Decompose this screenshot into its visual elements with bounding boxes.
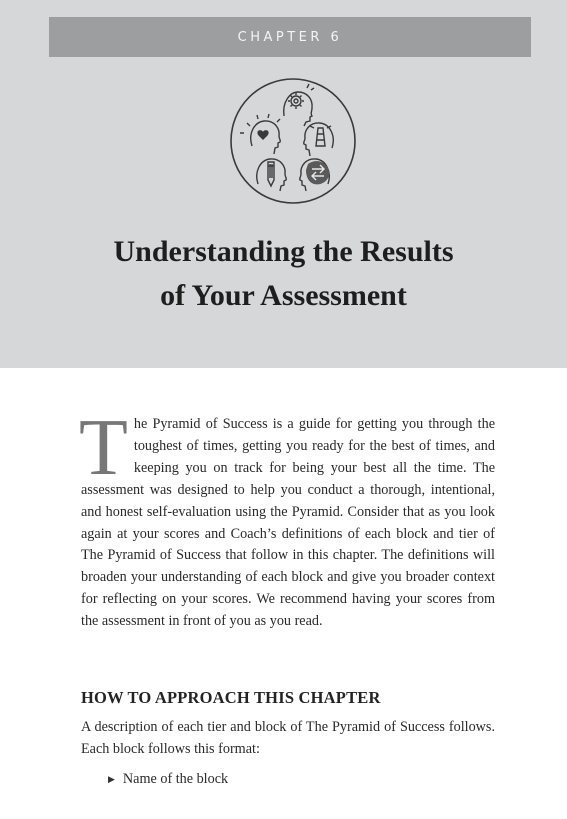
list-item: [108, 771, 228, 788]
chapter-label: CHAPTER 6: [237, 29, 343, 45]
triangle-right-icon: ▶: [108, 774, 115, 784]
chapter-title-line-2: of Your Assessment: [160, 279, 407, 312]
chapter-title: [0, 230, 567, 318]
dropcap-letter: T: [79, 404, 128, 492]
intro-text: he Pyramid of Success is a guide for getting you through the toughest of times, getting you ready for the best of times, and keeping you on track for being your best all the time. The assessment was designed to help you conduct a thorough, intentional, and honest self-evaluation using the Pyramid. Consider that as you look again at your scores and Coach’s definitions of each block and tier of The Pyramid of Success that follow in this chapter. The definitions will broaden your understanding of each block and give you broader context for reflecting on your scores. We recommend having your scores from the assessment in front of you as you read.: [81, 416, 495, 630]
pencil-head-icon: [257, 159, 287, 191]
chapter-title-line-1: Understanding the Results: [113, 235, 454, 268]
chapter-emblem-icon: [228, 76, 358, 206]
section-paragraph: A description of each tier and block of The Pyramid of Success follows. Each block follows this format:: [81, 719, 495, 757]
gear-head-icon: [284, 84, 314, 126]
lighthouse-head-icon: [304, 123, 334, 156]
chapter-header-band: [0, 0, 567, 368]
intro-paragraph: [79, 404, 495, 633]
arrows-head-icon: [300, 159, 330, 191]
list-item-label: Name of the block: [122, 771, 229, 787]
heart-head-icon: [240, 114, 280, 154]
section-heading: HOW TO APPROACH THIS CHAPTER: [81, 688, 381, 707]
chapter-bar: [49, 17, 531, 57]
